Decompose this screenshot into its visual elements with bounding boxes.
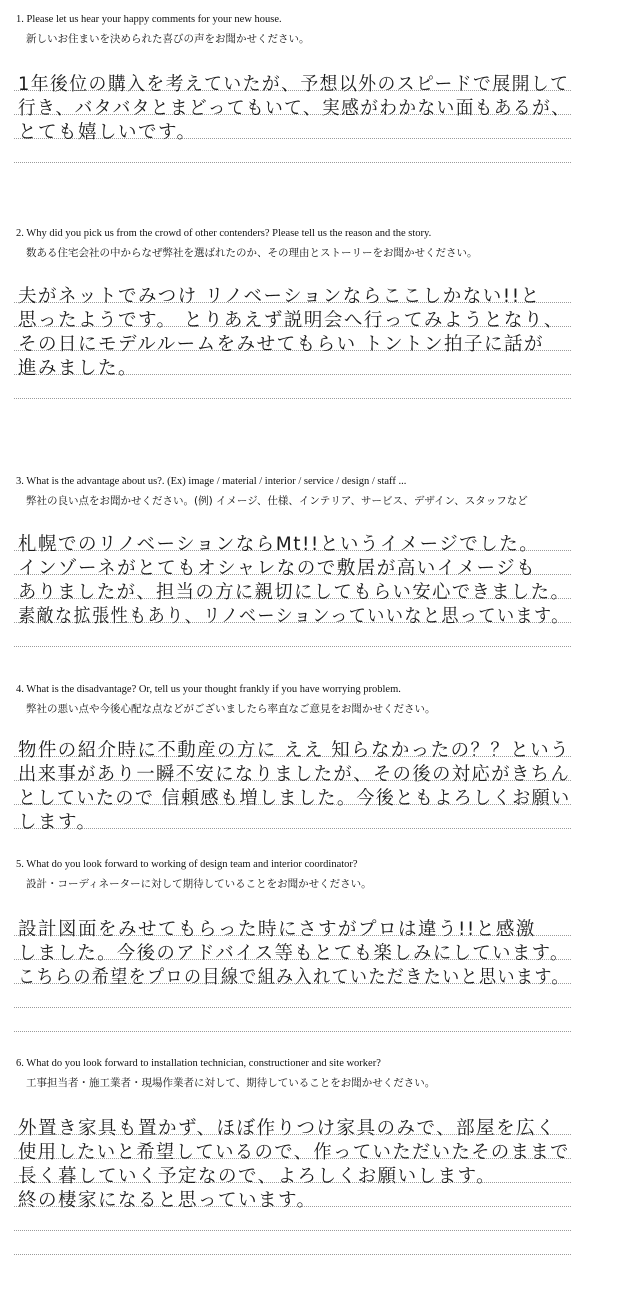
- question-1-japanese: 新しいお住まいを決められた喜びの声をお聞かせください。: [26, 33, 310, 45]
- question-3-japanese: 弊社の良い点をお聞かせください。(例) イメージ、仕様、インテリア、サービス、デザイン、スタッフなど: [26, 495, 528, 507]
- answer-2-line-1: 夫がネットでみつけ リノベーションならここしかない!!と: [18, 286, 541, 307]
- answer-5-line-3: こちらの希望をプロの目線で組み入れていただきたいと思います。: [18, 967, 570, 988]
- question-3-english: 3. What is the advantage about us?. (Ex) image / material / interior / service / design / staff ...: [16, 476, 407, 487]
- question-2-japanese: 数ある住宅会社の中からなぜ弊社を選ばれたのか、その理由とストーリーをお聞かせください。: [26, 247, 478, 259]
- answer-3-line-1: 札幌でのリノベーションならMt!!というイメージでした。: [18, 534, 540, 555]
- answer-4-line-3: としていたので 信頼感も増しました。今後ともよろしくお願い: [18, 788, 571, 809]
- answer-5-line-1: 設計図面をみせてもらった時にさすがプロは違う!!と感激: [18, 919, 536, 940]
- answer-2-line-4: 進みました。: [18, 358, 139, 379]
- answer-3-line-3: ありましたが、担当の方に親切にしてもらい安心できました。: [18, 582, 571, 603]
- answer-1-line-2: 行き、バタバタとまどってもいて、実感がわかない面もあるが、: [18, 98, 571, 119]
- question-6-japanese: 工事担当者・施工業者・現場作業者に対して、期待していることをお聞かせください。: [26, 1077, 436, 1089]
- question-2-english: 2. Why did you pick us from the crowd of other contenders? Please tell us the reason and the story.: [16, 228, 432, 239]
- question-1-english: 1. Please let us hear your happy comments for your new house.: [16, 14, 282, 25]
- answer-1-line-3: とても嬉しいです。: [18, 122, 197, 143]
- question-5-english: 5. What do you look forward to working of design team and interior coordinator?: [16, 859, 358, 870]
- question-6-english: 6. What do you look forward to installation technician, constructioner and site worker?: [16, 1058, 381, 1069]
- answer-2-line-2: 思ったようです。 とりあえず説明会へ行ってみようとなり、: [18, 310, 564, 331]
- answer-1-line-1: 1年後位の購入を考えていたが、予想以外のスピードで展開して: [18, 74, 570, 95]
- answer-6-line-3: 長く暮していく予定なので、よろしくお願いします。: [18, 1166, 497, 1187]
- question-5-japanese: 設計・コーディネーターに対して期待していることをお聞かせください。: [26, 878, 372, 890]
- answer-3-line-4: 素敵な拡張性もあり、リノベーションっていいなと思っています。: [18, 606, 570, 627]
- answer-5-line-2: しました。今後のアドバイス等もとても楽しみにしています。: [18, 943, 570, 964]
- answer-6-line-1: 外置き家具も置かず、ほぼ作りつけ家具のみで、部屋を広く: [18, 1118, 557, 1139]
- answer-2-line-3: その日にモデルルームをみせてもらい トントン拍子に話が: [18, 334, 544, 355]
- answer-4-line-4: します。: [18, 812, 97, 833]
- answer-4-line-2: 出来事があり一瞬不安になりましたが、その後の対応がきちん: [18, 764, 571, 785]
- answer-3-line-2: インゾーネがとてもオシャレなので敷居が高いイメージも: [18, 558, 537, 579]
- answer-6-line-2: 使用したいと希望しているので、作っていただいたそのままで: [18, 1142, 570, 1163]
- question-4-english: 4. What is the disadvantage? Or, tell us your thought frankly if you have worrying problem.: [16, 684, 401, 695]
- answer-6-line-4: 終の棲家になると思っています。: [18, 1190, 317, 1211]
- question-4-japanese: 弊社の悪い点や今後心配な点などがございましたら率直なご意見をお聞かせください。: [26, 703, 436, 715]
- answer-4-line-1: 物件の紹介時に不動産の方に ええ 知らなかったの？？という: [18, 740, 570, 761]
